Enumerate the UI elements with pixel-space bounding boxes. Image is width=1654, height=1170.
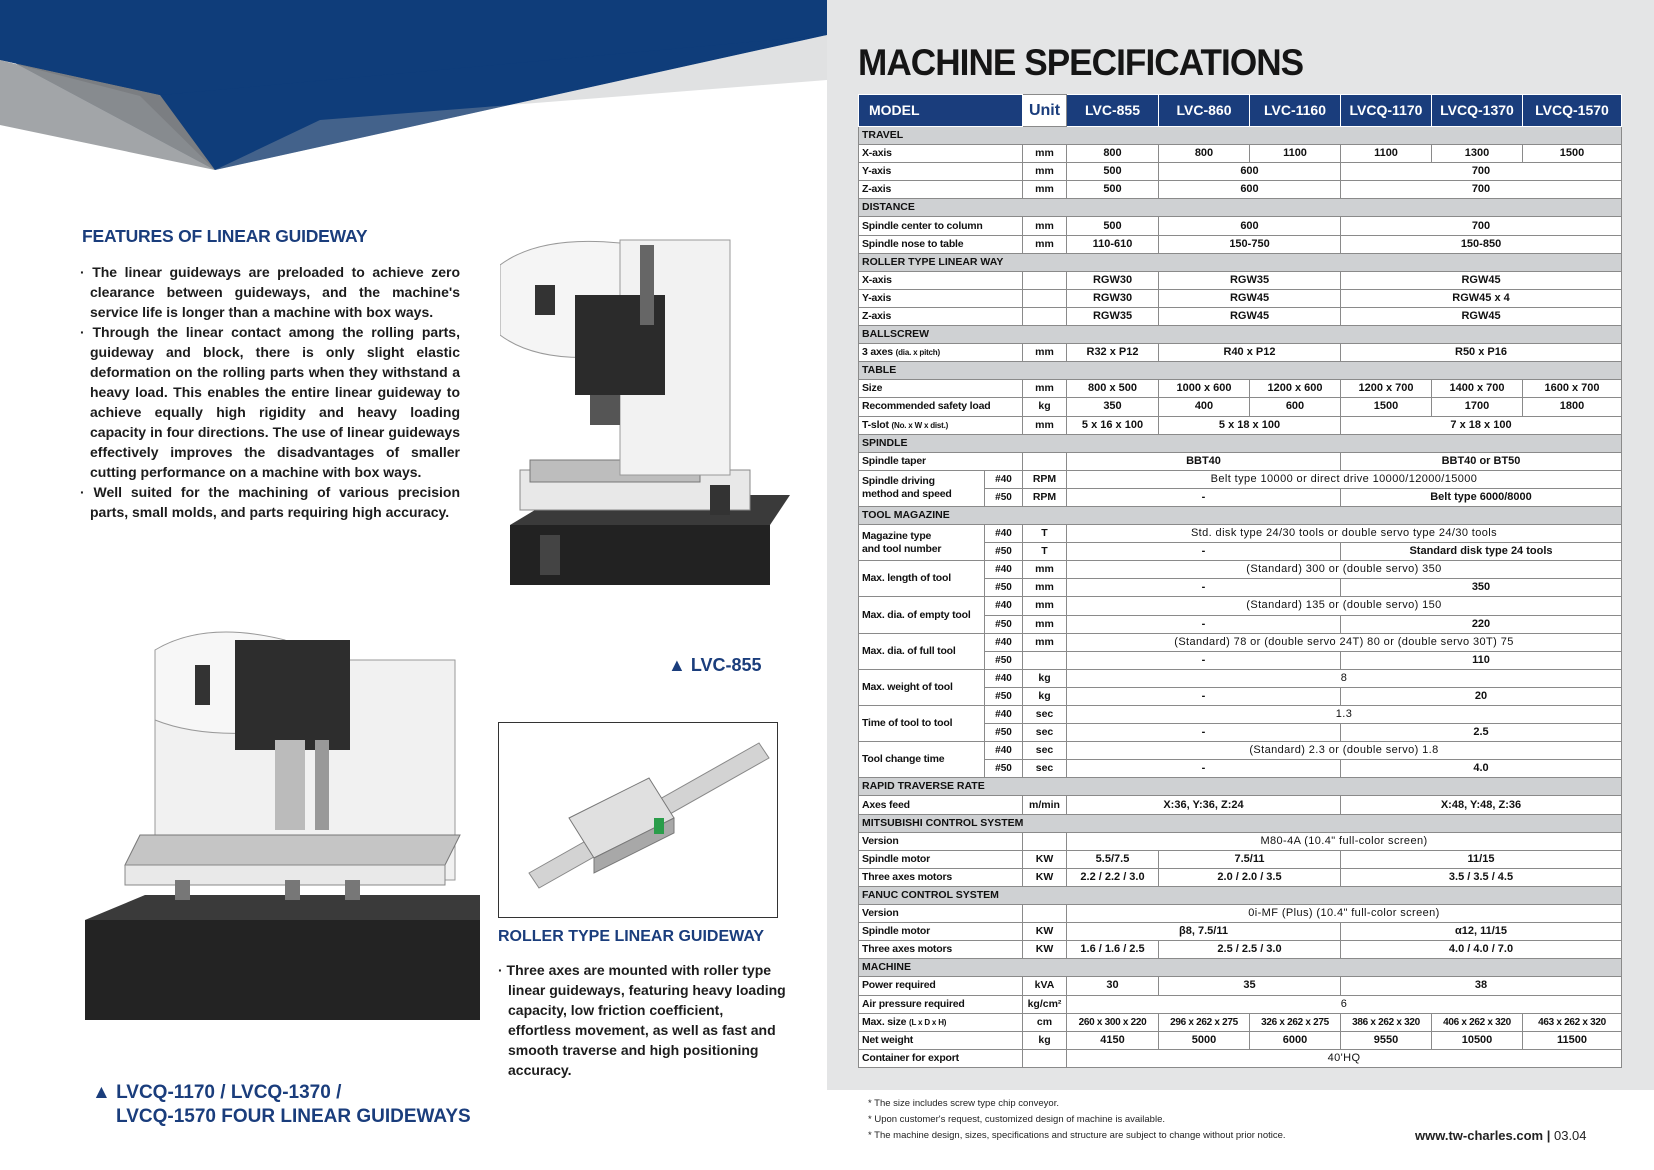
feature-item: · Well suited for the machining of various precision parts, small molds, and parts requiring high accuracy. bbox=[80, 484, 460, 520]
website-link[interactable]: www.tw-charles.com bbox=[1415, 1128, 1544, 1143]
footnote: * The machine design, sizes, specifications and structure are subject to change without prior notice. bbox=[868, 1130, 1286, 1141]
section-title: SPINDLE bbox=[859, 434, 1622, 452]
header-model-col: LVC-860 bbox=[1159, 95, 1250, 127]
lvc-855-caption: ▲ LVC-855 bbox=[668, 655, 762, 675]
table-row: #50 sec - 4.0 bbox=[859, 760, 1622, 778]
section-title: DISTANCE bbox=[859, 199, 1622, 217]
table-row: Container for export 40'HQ bbox=[859, 1049, 1622, 1067]
header-model: MODEL bbox=[859, 95, 1023, 127]
table-row: Size mm 800 x 500 1000 x 600 1200 x 600 1200 x 700 1400 x 700 1600 x 700 bbox=[859, 380, 1622, 398]
features-title: FEATURES OF LINEAR GUIDEWAY bbox=[82, 226, 368, 246]
table-row: Spindle taper BBT40 BBT40 or BT50 bbox=[859, 452, 1622, 470]
lvcq-caption-line1: ▲ LVCQ-1170 / LVCQ-1370 / bbox=[92, 1082, 342, 1103]
table-header-row bbox=[859, 95, 1622, 127]
section-title: TOOL MAGAZINE bbox=[859, 506, 1622, 524]
feature-item: · Through the linear contact among the rolling parts, guideway and block, there is only slight elastic deformation on the rolling parts when they withstand a heavy load. This enables the entire linear guideway to achieve equally high rigidity and heavy loading capacity in four directions. The use of linear guideways effectively improves the disadvantages of smaller cutting performance on a machine with box ways. bbox=[80, 324, 460, 480]
footer-divider: | bbox=[1546, 1128, 1554, 1143]
table-row: Max. size (L x D x H) cm 260 x 300 x 220 296 x 262 x 275 326 x 262 x 275 386 x 262 x 320 406 x 262 x 320 463 x 262 x 320 bbox=[859, 1013, 1622, 1031]
section-title: ROLLER TYPE LINEAR WAY bbox=[859, 253, 1622, 271]
roller-text: · Three axes are mounted with roller type linear guideways, featuring heavy loading capacity, low friction coefficient, effortless movement, as well as fast and smooth traverse and high positioning accuracy. bbox=[498, 962, 786, 1078]
table-row: Tool change time #40 sec (Standard) 2.3 or (double servo) 1.8 bbox=[859, 742, 1622, 760]
section-title: BALLSCREW bbox=[859, 326, 1622, 344]
section-title: RAPID TRAVERSE RATE bbox=[859, 778, 1622, 796]
table-row: Y-axis mm 500 600 700 bbox=[859, 163, 1622, 181]
table-row: Spindle nose to table mm 110-610 150-750 150-850 bbox=[859, 235, 1622, 253]
section-title: MITSUBISHI CONTROL SYSTEM bbox=[859, 814, 1622, 832]
feature-item: · The linear guideways are preloaded to achieve zero clearance between guideways, and the machine's service life is longer than a machine with box ways. bbox=[80, 264, 461, 320]
table-row: T-slot (No. x W x dist.) mm 5 x 16 x 100 5 x 18 x 100 7 x 18 x 100 bbox=[859, 416, 1622, 434]
table-row: X-axis mm 800 800 1100 1100 1300 1500 bbox=[859, 145, 1622, 163]
table-row: 3 axes (dia. x pitch) mm R32 x P12 R40 x P12 R50 x P16 bbox=[859, 344, 1622, 362]
lvcq-machine-image bbox=[85, 620, 480, 1040]
table-row: Magazine type and tool number #40 T Std. disk type 24/30 tools or double servo type 24/30 tools bbox=[859, 525, 1622, 543]
table-row: Spindle center to column mm 500 600 700 bbox=[859, 217, 1622, 235]
table-row: Version 0i-MF (Plus) (10.4" full-color screen) bbox=[859, 905, 1622, 923]
header-model-col: LVCQ-1170 bbox=[1341, 95, 1432, 127]
table-row: Z-axis RGW35 RGW45 RGW45 bbox=[859, 307, 1622, 325]
table-row: Three axes motors KW 2.2 / 2.2 / 3.0 2.0 / 2.0 / 3.5 3.5 / 3.5 / 4.5 bbox=[859, 868, 1622, 886]
table-row: Net weight kg 4150 5000 6000 9550 10500 11500 bbox=[859, 1031, 1622, 1049]
table-row: Max. length of tool #40 mm (Standard) 300 or (double servo) 350 bbox=[859, 561, 1622, 579]
section-title: TRAVEL bbox=[859, 127, 1622, 145]
page-title: MACHINE SPECIFICATIONS bbox=[858, 42, 1304, 83]
section-title: FANUC CONTROL SYSTEM bbox=[859, 886, 1622, 904]
table-row: #50 kg - 20 bbox=[859, 687, 1622, 705]
table-row: #50 - 110 bbox=[859, 651, 1622, 669]
table-row: Spindle motor KW 5.5/7.5 7.5/11 11/15 bbox=[859, 850, 1622, 868]
footnote: * Upon customer's request, customized design of machine is available. bbox=[868, 1114, 1165, 1125]
footnotes bbox=[868, 1096, 1286, 1144]
table-row: Three axes motors KW 1.6 / 1.6 / 2.5 2.5 / 2.5 / 3.0 4.0 / 4.0 / 7.0 bbox=[859, 941, 1622, 959]
table-row: #50 mm - 220 bbox=[859, 615, 1622, 633]
table-row: Spindle driving method and speed #40 RPM Belt type 10000 or direct drive 10000/12000/15000 bbox=[859, 470, 1622, 488]
table-row: Spindle motor KW β8, 7.5/11 α12, 11/15 bbox=[859, 923, 1622, 941]
table-row: #50 T - Standard disk type 24 tools bbox=[859, 543, 1622, 561]
header-model-col: LVCQ-1570 bbox=[1523, 95, 1622, 127]
spec-table-wrapper bbox=[858, 94, 1621, 1068]
header-model-col: LVC-855 bbox=[1067, 95, 1159, 127]
table-row: Y-axis RGW30 RGW45 RGW45 x 4 bbox=[859, 289, 1622, 307]
table-row: Version M80-4A (10.4" full-color screen) bbox=[859, 832, 1622, 850]
table-row: Max. dia. of empty tool #40 mm (Standard) 135 or (double servo) 150 bbox=[859, 597, 1622, 615]
table-row: Z-axis mm 500 600 700 bbox=[859, 181, 1622, 199]
roller-guideway-image-frame bbox=[498, 722, 778, 918]
section-title: MACHINE bbox=[859, 959, 1622, 977]
header-model-col: LVC-1160 bbox=[1250, 95, 1341, 127]
table-row: #50 RPM - Belt type 6000/8000 bbox=[859, 488, 1622, 506]
table-row: Recommended safety load kg 350 400 600 1500 1700 1800 bbox=[859, 398, 1622, 416]
table-row: Air pressure required kg/cm² 6 bbox=[859, 995, 1622, 1013]
table-row: Time of tool to tool #40 sec 1.3 bbox=[859, 706, 1622, 724]
table-row: Max. dia. of full tool #40 mm (Standard) 78 or (double servo 24T) 80 or (double servo 30T) 75 bbox=[859, 633, 1622, 651]
spec-table bbox=[858, 94, 1622, 1068]
footnote: * The size includes screw type chip conveyor. bbox=[868, 1098, 1059, 1109]
roller-guideway-image bbox=[499, 723, 777, 917]
footer bbox=[1415, 1128, 1587, 1143]
table-row: #50 mm - 350 bbox=[859, 579, 1622, 597]
lvcq-caption-line2: LVCQ-1570 FOUR LINEAR GUIDEWAYS bbox=[116, 1106, 471, 1127]
header-unit: Unit bbox=[1023, 95, 1067, 127]
header-model-col: LVCQ-1370 bbox=[1432, 95, 1523, 127]
features-list bbox=[80, 262, 460, 522]
roller-title: ROLLER TYPE LINEAR GUIDEWAY bbox=[498, 928, 765, 945]
table-row: Power required kVA 30 35 38 bbox=[859, 977, 1622, 995]
table-row: X-axis RGW30 RGW35 RGW45 bbox=[859, 271, 1622, 289]
lvc-855-machine-image bbox=[500, 225, 790, 625]
page-number: 03.04 bbox=[1553, 1128, 1587, 1143]
table-row: #50 sec - 2.5 bbox=[859, 724, 1622, 742]
table-row: Axes feed m/min X:36, Y:36, Z:24 X:48, Y:48, Z:36 bbox=[859, 796, 1622, 814]
section-title: TABLE bbox=[859, 362, 1622, 380]
table-row: Max. weight of tool #40 kg 8 bbox=[859, 669, 1622, 687]
